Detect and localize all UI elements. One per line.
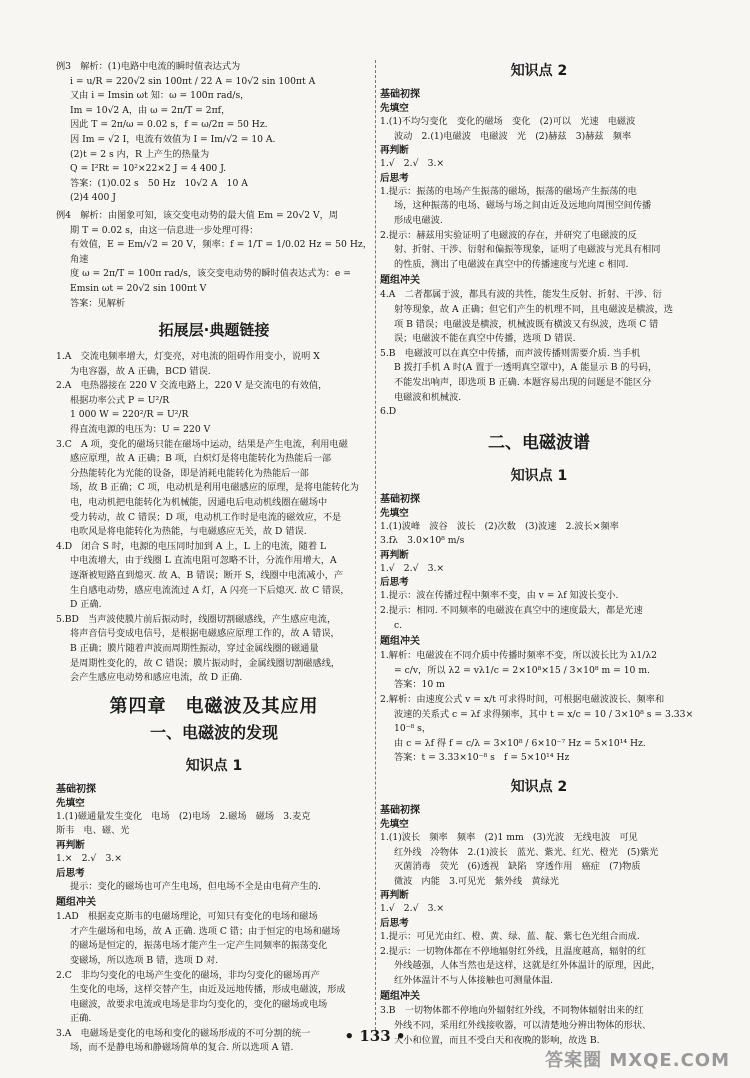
group-line: 5.B 电磁波可以在真空中传播，而声波传播则需要介质. 当手机 bbox=[380, 347, 641, 359]
ext-line: 5.BD 当声波使膜片前后振动时，线圈切割磁感线，产生感应电流， bbox=[56, 613, 337, 625]
group-line: 变磁场，所以选项 B 错，选项 D 对. bbox=[70, 954, 219, 966]
example-3 bbox=[56, 60, 372, 206]
ex3-line: Q = I²Rt = 10²×22×2 J = 4 400 J. bbox=[70, 163, 227, 175]
ex3-line: 因 Im = √2 I，电流有效值为 I = Im/√2 = 10 A. bbox=[70, 133, 276, 145]
think-line: 提示：变化的磁场也可产生电场，但电场不全是由电荷产生的. bbox=[70, 880, 321, 892]
ext-line: 会产生感应电动势和感应电流，故 D 正确. bbox=[70, 672, 243, 684]
ex3-line: Im = 10√2 A，由 ω = 2π/T = 2πf， bbox=[70, 104, 231, 116]
ext-line: 1 000 W = 220²/R = U²/R bbox=[70, 409, 189, 421]
judge-line: 1.√ 2.√ 3.× bbox=[380, 903, 445, 915]
think-line: 的性质，测出了电磁波在真空中的传播速度与光速 c 相同. bbox=[394, 258, 629, 270]
ex4-answer: 答案：见解析 bbox=[70, 297, 126, 309]
ext-line: 受力转动，故 C 错误；D 项，电动机工作时是电流的磁效应，不是 bbox=[70, 511, 342, 523]
think-line: 红外体温计不与人体接触也可测量体温. bbox=[394, 974, 554, 986]
think-line: 外线越强，人体当然也是这样，这就是红外体温计的原理，因此， bbox=[394, 960, 661, 972]
group-answer: 答案：10 m bbox=[394, 679, 445, 691]
group-answer: 答案：t = 3.33×10⁻⁸ s f = 5×10¹⁴ Hz bbox=[394, 752, 570, 764]
ex4-line: 度 ω = 2π/T = 100π rad/s，该交变电动势的瞬时值表达式为：e = bbox=[70, 268, 351, 280]
fill-line: 波动 2.(1)电磁波 电磁波 光 (2)赫兹 3)赫兹 频率 bbox=[394, 130, 632, 142]
think-line: 射、折射、干涉、衍射和偏振等现象，证明了电磁波与光具有相同 bbox=[394, 244, 661, 256]
fill-heading: 先填空 bbox=[380, 103, 409, 114]
extension-section-title: 拓展层·典题链接 bbox=[158, 321, 270, 340]
fill-line: 1.(1)波长 频率 频率 (2)1 mm (3)光波 无线电波 可见 bbox=[380, 832, 638, 843]
group-line: 正确. bbox=[70, 1013, 92, 1025]
ext-line: 根据功率公式 P = U²/R bbox=[70, 394, 170, 406]
ext-line: 电，电动机把电能转化为机械能，因通电后电动机线圈在磁场中 bbox=[70, 497, 328, 509]
example-4 bbox=[56, 209, 372, 311]
group-line: 2.解析：由速度公式 v = x/t 可求得时间，可根据电磁波波长、频率和 bbox=[380, 694, 665, 706]
think-line: 1.提示：波在传播过程中频率不变，由 v = λf 知波长变小. bbox=[380, 590, 619, 602]
watermark-logo: 答案圈 MXQE.COM bbox=[545, 1050, 730, 1071]
ex3-line: 又由 i = Imsin ωt 知：ω = 100π rad/s， bbox=[70, 90, 250, 102]
basic-heading: 基础初探 bbox=[380, 89, 420, 100]
group-line: 射等现象，故 A 正确；但它们产生的机理不同，且电磁波是横波，选 bbox=[394, 303, 673, 315]
page-number: • 133 • bbox=[344, 1027, 406, 1045]
think-heading: 后思考 bbox=[380, 172, 409, 184]
basic-heading: 基础初探 bbox=[380, 805, 420, 816]
ext-line: 1.A 交流电频率增大，灯变亮，对电流的阻碍作用变小，说明 X bbox=[56, 351, 320, 363]
think-heading: 后思考 bbox=[56, 867, 85, 879]
group-line: 外线不同，采用红外线接收器，可以清楚地分辨出物体的形状、 bbox=[394, 1019, 652, 1031]
group-line: 才产生磁场和电场，故 A 正确. 选项 C 错；由于恒定的电场和磁场 bbox=[70, 925, 341, 937]
think-line: 2.提示：赫兹用实验证明了电磁波的存在，并研究了电磁波的反 bbox=[380, 229, 637, 241]
think-line: 场，这种振荡的电场、磁场与场之间由近及远地向周围空间传播 bbox=[394, 200, 652, 212]
group-line: 1.AD 根据麦克斯韦的电磁场理论，可知只有变化的电场和磁场 bbox=[56, 911, 318, 923]
group-line: 生变化的电场，这样交替产生，由近及远地传播，形成电磁波，形成 bbox=[70, 984, 346, 996]
chapter-title: 第四章 电磁波及其应用 bbox=[109, 695, 319, 717]
group-line: 误；电磁波不能在真空中传播，选项 D 错误. bbox=[394, 333, 576, 345]
fill-line: 红外线 冷物体 2.(1)波长 蓝光、紫光、红光、橙光 (5)紫光 bbox=[394, 846, 659, 858]
ext-line: 是周期性变化的，故 C 错误；膜片振动时，金属线圈切割磁感线， bbox=[70, 657, 341, 669]
group-heading: 题组冲关 bbox=[380, 275, 420, 287]
think-line: 1.提示：振荡的电场产生振荡的磁场，振荡的磁场产生振荡的电 bbox=[380, 185, 637, 197]
ex3-answer: (2)4 400 J bbox=[70, 192, 116, 204]
group-heading: 题组冲关 bbox=[380, 636, 420, 648]
knowledge-point-heading: 知识点 1 bbox=[510, 467, 568, 484]
group-line: 场，而不是静电场和静磁场简单的复合. 所以选项 A 错. bbox=[70, 1042, 294, 1054]
think-line: 1.提示：可见光由红、橙、黄、绿、蓝、靛、紫七色光组合而成. bbox=[380, 930, 640, 942]
ext-line: B 正确；膜片随着声波而周期性振动，穿过金属线圈的磁通量 bbox=[70, 642, 319, 654]
judge-heading: 再判断 bbox=[380, 549, 409, 561]
group-line: 3.B 一切物体都不停地向外辐射红外线，不同物体辐射出来的红 bbox=[380, 1005, 644, 1017]
ex4-line: Emsin ωt = 20√2 sin 100πt V bbox=[70, 282, 207, 294]
right-column bbox=[380, 60, 698, 1048]
ex3-line: 因此 T = 2π/ω = 0.02 s，f = ω/2π = 50 Hz. bbox=[70, 119, 268, 131]
section-title: 一、电磁波的发现 bbox=[149, 722, 278, 742]
ex4-line: 例4 解析：由图象可知，该交变电动势的最大值 Em = 20√2 V，周 bbox=[56, 209, 338, 221]
knowledge-point-heading: 知识点 2 bbox=[510, 63, 568, 79]
ext-line: 3.C A 项，变化的磁场只能在磁场中运动，结果是产生电流，利用电磁 bbox=[56, 438, 348, 450]
fill-line: 灭菌消毒 荧光 (6)透视 缺陷 穿透作用 癌症 (7)物质 bbox=[394, 861, 641, 873]
group-line: 电磁波和机械波. bbox=[394, 391, 462, 403]
think-line: 2.提示：相同. 不同频率的电磁波在真空中的速度最大，都是光速 bbox=[380, 605, 643, 617]
fill-line: 1.(1)波峰 波谷 波长 (2)次数 (3)波速 2.波长×频率 bbox=[380, 520, 619, 532]
ex4-line: 有效值，E = Em/√2 = 20 V，频率：f = 1/T = 1/0.02 Hz = 50 Hz，角速 bbox=[70, 239, 372, 265]
judge-heading: 再判断 bbox=[56, 839, 85, 851]
think-line: c. bbox=[394, 619, 403, 631]
group-line: 项 B 错误；电磁波是横波，机械波既有横波又有纵波，选项 C 错 bbox=[394, 318, 659, 330]
think-heading: 后思考 bbox=[380, 917, 409, 929]
group-line: 波速的关系式 c = λf 求得频率，其中 t = x/c = 10 / 3×10⁸ s = 3.33× bbox=[394, 708, 694, 720]
extension-answers bbox=[56, 350, 372, 686]
fill-line: 斯韦 电、磁、光 bbox=[56, 825, 130, 837]
ex3-answer: 答案：(1)0.02 s 50 Hz 10√2 A 10 A bbox=[70, 177, 248, 189]
think-heading: 后思考 bbox=[380, 577, 409, 589]
fill-heading: 先填空 bbox=[380, 507, 409, 519]
judge-line: 1.√ 2.√ 3.× bbox=[380, 562, 445, 574]
fill-line: 3.fλ 3.0×10⁸ m/s bbox=[380, 535, 465, 547]
judge-heading: 再判断 bbox=[380, 890, 409, 902]
basic-heading: 基础初探 bbox=[56, 783, 96, 795]
group-line: B 拨打手机 A 时(A 置于一透明真空罩中)，A 能显示 B 的号码， bbox=[394, 362, 658, 374]
ex3-line: i = u/R = 220√2 sin 100πt / 22 A = 10√2 sin 100πt A bbox=[70, 75, 316, 87]
judge-line: 1.× 2.√ 3.× bbox=[56, 852, 122, 864]
ex4-line: 期 T = 0.02 s，由这一信息进一步处理可得： bbox=[70, 224, 259, 236]
group-line: 10⁻⁸ s， bbox=[394, 723, 432, 735]
fill-heading: 先填空 bbox=[380, 819, 409, 830]
ext-line: 得直流电源的电压为：U = 220 V bbox=[70, 424, 211, 436]
basic-heading: 基础初探 bbox=[380, 493, 420, 505]
ext-line: 电吹风是将电能转化为热能，与电磁感应无关，故 D 错误. bbox=[70, 526, 307, 538]
judge-line: 1.√ 2.√ 3.× bbox=[380, 158, 445, 170]
ex3-line: 例3 解析：(1)电路中电流的瞬时值表达式为 bbox=[56, 61, 241, 72]
group-line: 2.C 非均匀变化的电场产生变化的磁场，非均匀变化的磁场再产 bbox=[56, 969, 320, 981]
think-line: 形成电磁波. bbox=[394, 214, 443, 226]
group-line: 的磁场是恒定的，振荡电场才能产生一定产生同频率的振荡变化 bbox=[70, 940, 328, 952]
fill-heading: 先填空 bbox=[56, 797, 85, 809]
judge-heading: 再判断 bbox=[380, 145, 409, 157]
left-column bbox=[56, 60, 372, 1056]
ext-line: 分热能转化为光能的设备，即是消耗电能转化为热能后一部 bbox=[70, 467, 309, 479]
group-line: 不能发出响声，即选项 B 正确. 本题容易出现的问题是不能区分 bbox=[394, 376, 652, 388]
group-line: 3.A 电磁场是变化的电场和变化的磁场形成的不可分割的统一 bbox=[56, 1027, 311, 1039]
group-line: 电磁波，故要求电流或电场是非均匀变化的，变化的磁场或电场 bbox=[70, 998, 328, 1010]
ext-line: D 正确. bbox=[70, 599, 102, 611]
group-line: 由 c = λf 得 f = c/λ = 3×10⁸ / 6×10⁻⁷ Hz = 5×10¹⁴ Hz. bbox=[394, 737, 646, 749]
group-line: 1.解析：电磁波在不同介质中传播时频率不变，所以波长比为 λ1/λ2 bbox=[380, 650, 657, 662]
ext-line: 场，故 B 正确；C 项，电动机是利用电磁感应的原理，是将电能转化为 bbox=[70, 482, 359, 494]
ex3-line: (2)t = 2 s 内，R 上产生的热量为 bbox=[70, 148, 210, 160]
ext-line: 为电容器，故 A 正确，BCD 错误. bbox=[70, 365, 211, 377]
fill-line: 1.(1)磁通量发生变化 电场 (2)电场 2.磁场 磁场 3.麦克 bbox=[56, 810, 311, 822]
group-heading: 题组冲关 bbox=[56, 897, 96, 909]
ext-line: 将声音信号变成电信号，是根据电磁感应原理工作的，故 A 错误， bbox=[70, 628, 340, 640]
group-line: 大小和位置，而且不受白天和夜晚的影响，故选 B. bbox=[394, 1034, 600, 1046]
knowledge-point-heading: 知识点 2 bbox=[510, 779, 568, 795]
ext-line: 2.A 电热器接在 220 V 交流电路上，220 V 是交流电的有效值， bbox=[56, 380, 328, 392]
group-line: 4.A 二者都属于波，都具有波的共性，能发生反射、折射、干涉、衍 bbox=[380, 289, 662, 301]
ext-line: 逐渐被短路直到熄灭. 故 A、B 错误；断开 S，线圈中电流减小，产 bbox=[70, 570, 344, 581]
group-heading: 题组冲关 bbox=[380, 991, 420, 1003]
group-line: 6.D bbox=[380, 406, 397, 418]
ext-line: 4.D 闭合 S 时，电源的电压同时加到 A 上，L 上的电流，随着 L bbox=[56, 540, 327, 552]
column-divider bbox=[375, 60, 376, 1030]
think-line: 2.提示：一切物体都在不停地辐射红外线，且温度越高，辐射的红 bbox=[380, 945, 647, 957]
ext-line: 中电流增大，由于线圈 L 直流电阻可忽略不计，分流作用增大，A bbox=[70, 555, 337, 567]
fill-line: 1.(1)不均匀变化 变化的磁场 变化 (2)可以 光速 电磁波 bbox=[380, 116, 636, 127]
ext-line: 感应原理，故 A 正确；B 项，白炽灯是将电能转化为热能后一部 bbox=[70, 453, 332, 465]
fill-line: 微波 内能 3.可见光 紫外线 黄绿光 bbox=[394, 875, 559, 887]
section-title: 二、电磁波谱 bbox=[488, 432, 590, 453]
ext-line: 生自感电动势，感应电流流过 A 灯，A 闪亮一下后熄灭. 故 C 错误， bbox=[70, 584, 350, 596]
knowledge-point-heading: 知识点 1 bbox=[185, 757, 243, 774]
group-line: = c/v，所以 λ2 = vλ1/c = 2×10⁸×15 / 3×10⁸ m = 10 m. bbox=[394, 664, 650, 676]
